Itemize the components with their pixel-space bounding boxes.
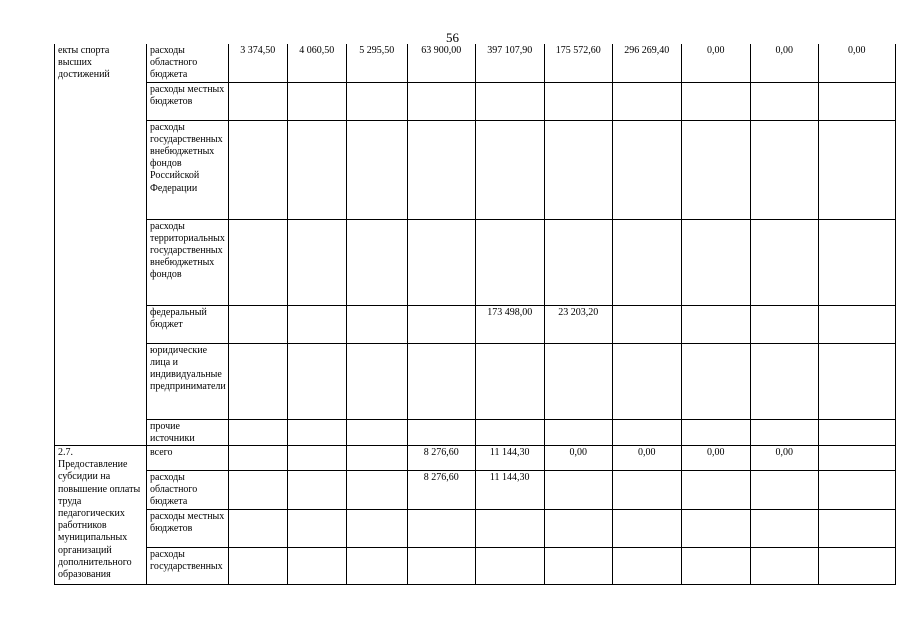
value-cell (287, 343, 346, 419)
value-cell (818, 120, 895, 219)
source-cell: юридические лица и индивидуальные предприниматели (147, 343, 229, 419)
value-cell (612, 419, 681, 445)
table-row (55, 343, 896, 419)
value-cell (346, 305, 407, 343)
value-cell (681, 219, 750, 305)
value-cell: 5 295,50 (346, 44, 407, 82)
value-cell (544, 120, 612, 219)
value-cell (612, 547, 681, 584)
value-cell (228, 343, 287, 419)
value-cell (346, 82, 407, 120)
source-cell: всего (147, 446, 229, 471)
value-cell: 296 269,40 (612, 44, 681, 82)
value-cell (228, 120, 287, 219)
value-cell (346, 547, 407, 584)
value-cell (346, 446, 407, 471)
source-cell: прочие источники (147, 419, 229, 445)
value-cell (228, 471, 287, 510)
value-cell (407, 343, 475, 419)
value-cell (475, 82, 544, 120)
value-cell (818, 419, 895, 445)
value-cell (544, 82, 612, 120)
object-cell: 2.7. Предоставление субсидии на повышение оплаты труда педагогических работников муниципальных организаций дополнительного образования (55, 446, 147, 585)
value-cell (475, 343, 544, 419)
value-cell (346, 219, 407, 305)
value-cell (287, 446, 346, 471)
value-cell (612, 120, 681, 219)
value-cell (228, 82, 287, 120)
value-cell: 0,00 (612, 446, 681, 471)
value-cell (818, 547, 895, 584)
value-cell (287, 82, 346, 120)
value-cell (287, 471, 346, 510)
value-cell (681, 120, 750, 219)
value-cell (544, 343, 612, 419)
value-cell (818, 305, 895, 343)
value-cell (346, 343, 407, 419)
value-cell: 0,00 (750, 44, 818, 82)
value-cell (612, 82, 681, 120)
value-cell (407, 547, 475, 584)
value-cell (750, 219, 818, 305)
value-cell (407, 509, 475, 547)
table-row (55, 509, 896, 547)
table-row (55, 120, 896, 219)
value-cell (681, 82, 750, 120)
table-row (55, 446, 896, 471)
table-row (55, 305, 896, 343)
value-cell (681, 509, 750, 547)
table-row (55, 219, 896, 305)
value-cell (818, 471, 895, 510)
value-cell: 0,00 (681, 446, 750, 471)
value-cell (681, 419, 750, 445)
value-cell: 0,00 (818, 44, 895, 82)
source-cell: федеральный бюджет (147, 305, 229, 343)
table-body (55, 44, 896, 584)
source-cell: расходы областного бюджета (147, 471, 229, 510)
value-cell (407, 82, 475, 120)
value-cell (228, 305, 287, 343)
source-cell: расходы государственных (147, 547, 229, 584)
value-cell (346, 120, 407, 219)
value-cell (475, 120, 544, 219)
value-cell: 397 107,90 (475, 44, 544, 82)
table-row (55, 82, 896, 120)
value-cell (228, 419, 287, 445)
value-cell (228, 547, 287, 584)
value-cell: 23 203,20 (544, 305, 612, 343)
value-cell (750, 305, 818, 343)
value-cell (544, 419, 612, 445)
value-cell (407, 219, 475, 305)
source-cell: расходы местных бюджетов (147, 82, 229, 120)
value-cell: 0,00 (681, 44, 750, 82)
value-cell (287, 509, 346, 547)
value-cell (407, 120, 475, 219)
value-cell (346, 471, 407, 510)
value-cell (346, 419, 407, 445)
value-cell (818, 446, 895, 471)
value-cell (681, 305, 750, 343)
value-cell: 0,00 (544, 446, 612, 471)
value-cell (818, 509, 895, 547)
value-cell (612, 305, 681, 343)
budget-table (54, 44, 896, 585)
value-cell (287, 120, 346, 219)
value-cell (544, 547, 612, 584)
table-row (55, 547, 896, 584)
object-cell: екты спорта высших достижений (55, 44, 147, 446)
value-cell (750, 419, 818, 445)
value-cell (346, 509, 407, 547)
value-cell: 11 144,30 (475, 446, 544, 471)
source-cell: расходы местных бюджетов (147, 509, 229, 547)
source-cell: расходы территориальных государственных внебюджетных фондов (147, 219, 229, 305)
value-cell (544, 471, 612, 510)
value-cell (818, 343, 895, 419)
value-cell (475, 547, 544, 584)
value-cell (544, 219, 612, 305)
value-cell (818, 82, 895, 120)
table-row (55, 419, 896, 445)
value-cell (750, 343, 818, 419)
value-cell (750, 547, 818, 584)
value-cell: 11 144,30 (475, 471, 544, 510)
value-cell (407, 419, 475, 445)
value-cell (287, 419, 346, 445)
value-cell (750, 509, 818, 547)
value-cell (612, 471, 681, 510)
table-row (55, 44, 896, 82)
table-row (55, 471, 896, 510)
value-cell (228, 509, 287, 547)
value-cell: 4 060,50 (287, 44, 346, 82)
value-cell (475, 219, 544, 305)
value-cell: 3 374,50 (228, 44, 287, 82)
value-cell (287, 305, 346, 343)
value-cell (407, 305, 475, 343)
value-cell: 8 276,60 (407, 471, 475, 510)
value-cell (228, 219, 287, 305)
value-cell (612, 509, 681, 547)
value-cell (750, 120, 818, 219)
value-cell (228, 446, 287, 471)
value-cell: 8 276,60 (407, 446, 475, 471)
value-cell (544, 509, 612, 547)
value-cell (750, 82, 818, 120)
value-cell (681, 547, 750, 584)
value-cell (818, 219, 895, 305)
value-cell (287, 547, 346, 584)
value-cell: 0,00 (750, 446, 818, 471)
value-cell (681, 343, 750, 419)
value-cell (681, 471, 750, 510)
value-cell (475, 509, 544, 547)
source-cell: расходы областного бюджета (147, 44, 229, 82)
value-cell (475, 419, 544, 445)
value-cell (287, 219, 346, 305)
value-cell: 175 572,60 (544, 44, 612, 82)
value-cell (612, 343, 681, 419)
value-cell: 173 498,00 (475, 305, 544, 343)
value-cell (750, 471, 818, 510)
page-number: 56 (446, 30, 459, 45)
source-cell: расходы государственных внебюджетных фондов Российской Федерации (147, 120, 229, 219)
value-cell (612, 219, 681, 305)
value-cell: 63 900,00 (407, 44, 475, 82)
